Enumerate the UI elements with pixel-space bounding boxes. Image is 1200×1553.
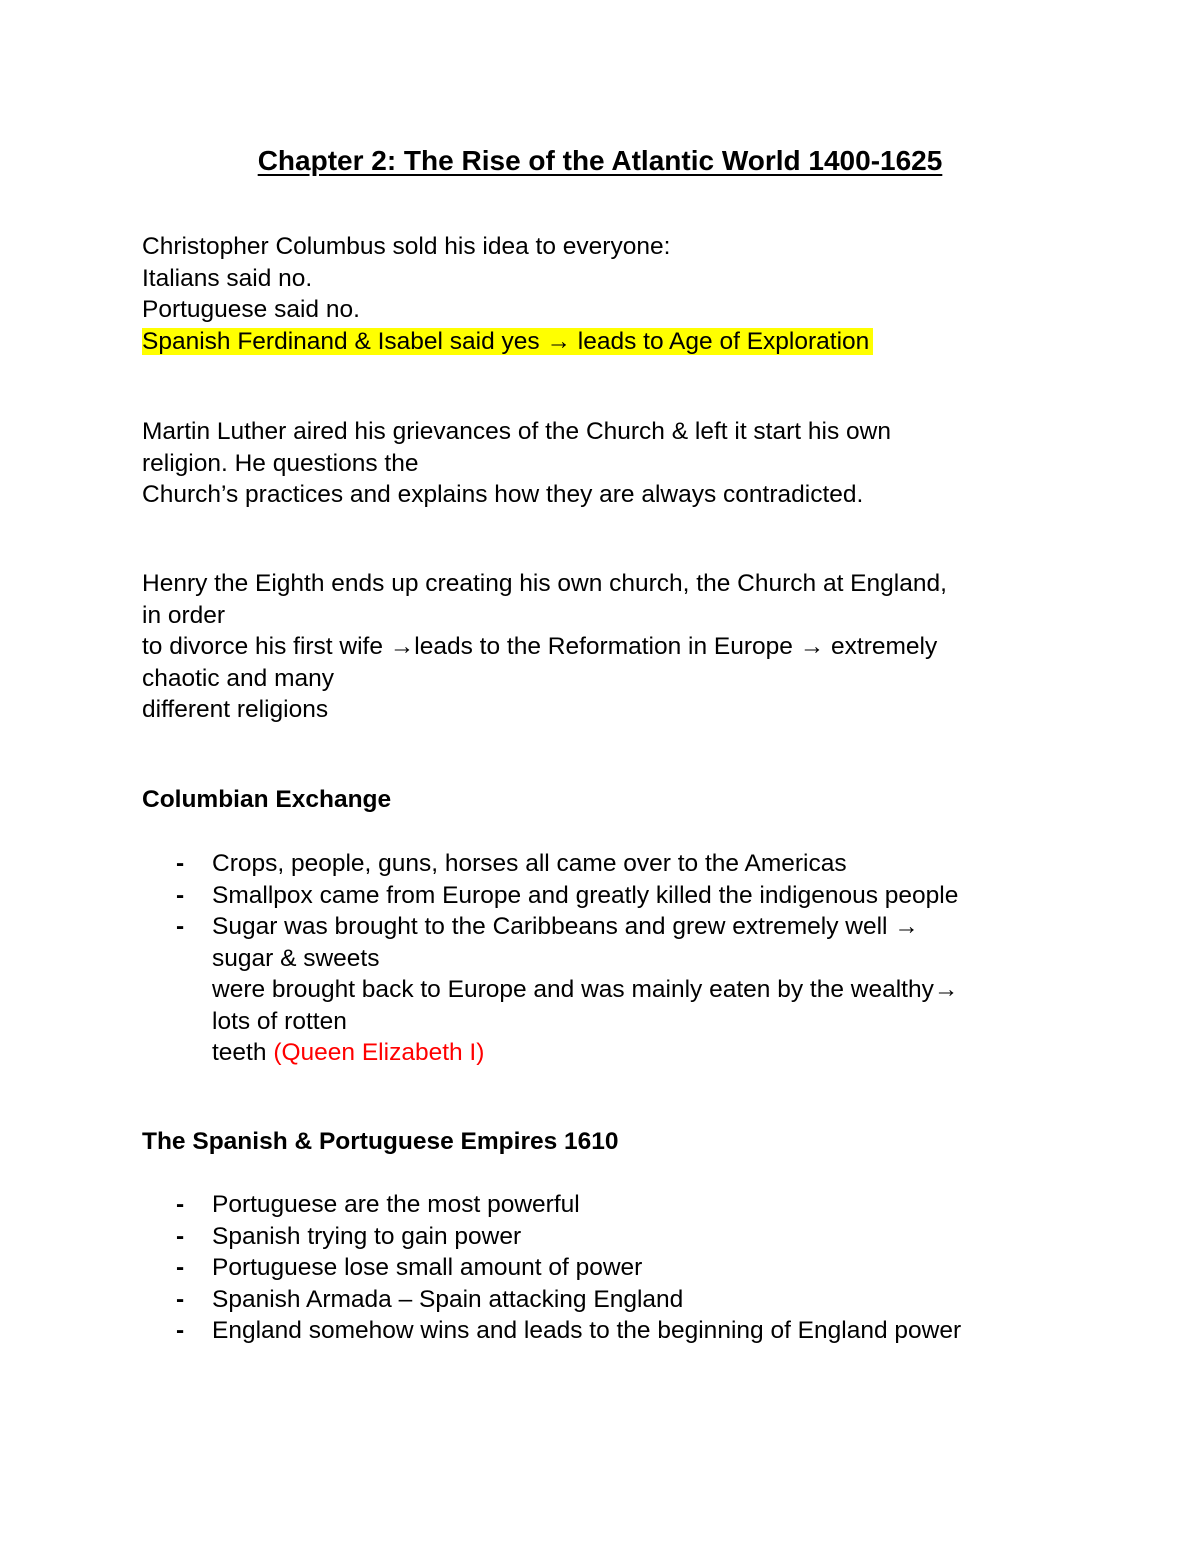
list-item-text: Sugar was brought to the Caribbeans and grew extremely well → <box>212 913 919 940</box>
columbian-exchange-heading <box>142 784 1062 816</box>
empires-heading-text: The Spanish & Portuguese Empires 1610 <box>142 1128 619 1155</box>
page-title: Chapter 2: The Rise of the Atlantic World 1400-1625 <box>257 145 943 176</box>
list-item <box>142 848 1082 880</box>
dash-bullet: - <box>176 1191 185 1218</box>
list-item-text: were brought back to Europe and was mainly eaten by the wealthy→ <box>212 976 959 1003</box>
list-item-text: England somehow wins and leads to the beginning of England power <box>212 1317 962 1344</box>
henry-line-2: in order <box>142 601 226 629</box>
henry-paragraph <box>142 568 1062 726</box>
list-item-text: Smallpox came from Europe and greatly killed the indigenous people <box>212 881 959 909</box>
dash-bullet: - <box>176 1285 185 1313</box>
queen-elizabeth-note: (Queen Elizabeth I) <box>273 1039 485 1066</box>
list-item <box>142 1189 1082 1221</box>
empires-heading <box>142 1126 1062 1158</box>
luther-paragraph <box>142 416 1062 511</box>
columbus-line-1: Christopher Columbus sold his idea to everyone: <box>142 233 671 260</box>
list-item <box>142 880 1082 912</box>
columbus-line-3: Portuguese said no. <box>142 296 360 323</box>
list-item-text: Portuguese lose small amount of power <box>212 1254 643 1281</box>
dash-bullet: - <box>176 913 185 940</box>
empires-list <box>142 1189 1082 1347</box>
list-item-text: lots of rotten <box>212 1007 347 1035</box>
columbian-exchange-heading-text: Columbian Exchange <box>142 786 392 813</box>
list-item <box>142 1315 1082 1347</box>
list-item-text: Spanish Armada – Spain attacking England <box>212 1285 684 1313</box>
luther-line-3: Church’s practices and explains how they are always contradicted. <box>142 481 864 508</box>
luther-line-2: religion. He questions the <box>142 449 419 477</box>
list-item <box>142 1221 1082 1253</box>
list-item-text: Spanish trying to gain power <box>212 1222 522 1250</box>
dash-bullet: - <box>176 850 185 877</box>
columbus-paragraph <box>142 231 1062 357</box>
highlighted-text: Spanish Ferdinand & Isabel said yes → leads to Age of Exploration <box>142 328 873 355</box>
list-item-text: Crops, people, guns, horses all came over to the Americas <box>212 850 847 877</box>
list-item-text <box>212 1037 1082 1069</box>
dash-bullet: - <box>176 881 185 909</box>
columbus-line-4 <box>142 326 1062 358</box>
list-item-text: Portuguese are the most powerful <box>212 1191 580 1218</box>
henry-line-5: different religions <box>142 696 329 723</box>
teeth-text: teeth <box>212 1039 274 1066</box>
henry-line-4: chaotic and many <box>142 664 335 692</box>
list-item-text: sugar & sweets <box>212 944 380 972</box>
list-item <box>142 911 1082 1069</box>
luther-line-1: Martin Luther aired his grievances of the Church & left it start his own <box>142 418 891 445</box>
columbus-line-2: Italians said no. <box>142 264 313 292</box>
list-item <box>142 1284 1082 1316</box>
dash-bullet: - <box>176 1222 185 1250</box>
henry-line-1: Henry the Eighth ends up creating his own church, the Church at England, <box>142 570 947 597</box>
henry-line-3: to divorce his first wife →leads to the Reformation in Europe → extremely <box>142 633 938 660</box>
dash-bullet: - <box>176 1317 185 1344</box>
columbian-exchange-list <box>142 848 1082 1069</box>
list-item <box>142 1252 1082 1284</box>
dash-bullet: - <box>176 1254 185 1281</box>
